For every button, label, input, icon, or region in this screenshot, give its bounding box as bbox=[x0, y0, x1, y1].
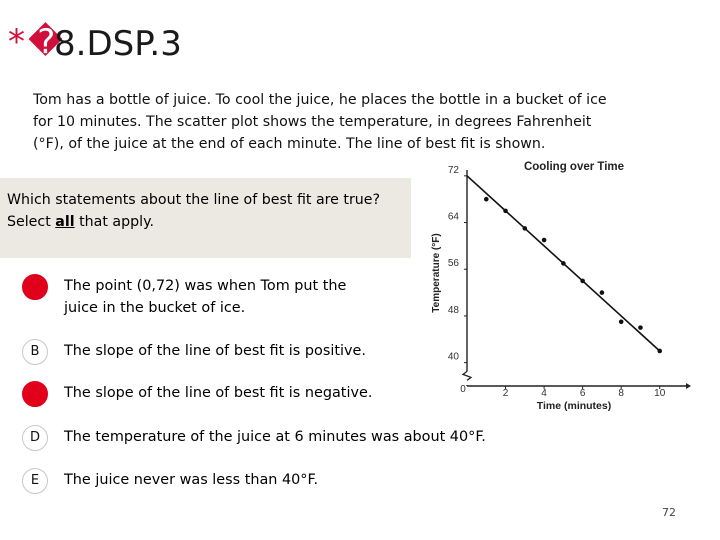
x-tick-label-4: 4 bbox=[541, 388, 547, 399]
x-tick-label-10: 10 bbox=[654, 388, 666, 399]
option-a-text bbox=[64, 275, 346, 319]
data-point-1 bbox=[484, 197, 489, 202]
prompt-line-2 bbox=[7, 211, 380, 233]
y-axis-label: Temperature (°F) bbox=[431, 233, 442, 313]
option-c-text: The slope of the line of best fit is negative. bbox=[64, 385, 373, 401]
option-b-text: The slope of the line of best fit is positive. bbox=[64, 343, 366, 359]
plot-area bbox=[448, 165, 691, 399]
chart-title: Cooling over Time bbox=[523, 161, 625, 173]
data-point-5 bbox=[561, 261, 566, 266]
prompt-select-text: Select bbox=[7, 214, 56, 230]
data-point-6 bbox=[580, 279, 585, 284]
prompt-after-text: that apply. bbox=[74, 214, 154, 230]
question-prompt bbox=[7, 189, 380, 233]
x-tick-label-8: 8 bbox=[618, 388, 624, 399]
data-point-4 bbox=[542, 238, 547, 243]
cooling-scatter-chart bbox=[424, 156, 694, 418]
y-tick-label-64: 64 bbox=[447, 211, 459, 223]
data-point-7 bbox=[600, 290, 605, 295]
y-tick-label-40: 40 bbox=[447, 351, 459, 363]
asterisk-icon: * bbox=[8, 22, 25, 62]
option-a-badge[interactable]: A bbox=[22, 274, 48, 300]
prompt-line-1: Which statements about the line of best fit are true? bbox=[7, 192, 381, 208]
problem-intro bbox=[33, 89, 633, 155]
data-point-3 bbox=[523, 226, 528, 231]
option-d-badge[interactable]: D bbox=[22, 425, 48, 451]
x-axis-arrow bbox=[686, 383, 691, 389]
prompt-emphasis: all bbox=[55, 214, 75, 230]
intro-line-2: for 10 minutes. The scatter plot shows the temperature, in degrees Fahrenheit bbox=[33, 114, 592, 130]
missing-glyph-icon: � bbox=[28, 22, 63, 62]
data-point-10 bbox=[657, 349, 662, 354]
y-axis-break bbox=[463, 371, 471, 380]
option-c-badge[interactable]: C bbox=[22, 381, 48, 407]
y-tick-label-48: 48 bbox=[447, 304, 459, 316]
x-axis-label: Time (minutes) bbox=[536, 400, 612, 412]
option-e-badge[interactable]: E bbox=[22, 468, 48, 494]
page-number: 72 bbox=[662, 506, 676, 519]
data-point-2 bbox=[503, 209, 508, 214]
intro-line-3: (°F), of the juice at the end of each minute. The line of best fit is shown. bbox=[33, 136, 546, 152]
y-tick-label-72: 72 bbox=[447, 164, 459, 176]
option-a-line-2: juice in the bucket of ice. bbox=[64, 300, 246, 316]
x-tick-label-2: 2 bbox=[502, 388, 509, 399]
x-tick-label-0: 0 bbox=[460, 384, 466, 395]
x-tick-label-6: 6 bbox=[579, 388, 586, 399]
option-b-badge[interactable]: B bbox=[22, 339, 48, 365]
data-point-8 bbox=[619, 319, 624, 324]
question-prompt-box bbox=[0, 178, 411, 258]
data-point-9 bbox=[638, 325, 643, 330]
option-a-line-1: The point (0,72) was when Tom put the bbox=[64, 278, 347, 294]
y-tick-label-56: 56 bbox=[447, 258, 459, 270]
option-d-text: The temperature of the juice at 6 minutes was about 40°F. bbox=[64, 429, 486, 445]
option-e-text: The juice never was less than 40°F. bbox=[64, 472, 319, 488]
intro-line-1: Tom has a bottle of juice. To cool the juice, he places the bottle in a bucket of ice bbox=[33, 92, 607, 108]
standard-code: 8.DSP.3 bbox=[54, 24, 182, 64]
